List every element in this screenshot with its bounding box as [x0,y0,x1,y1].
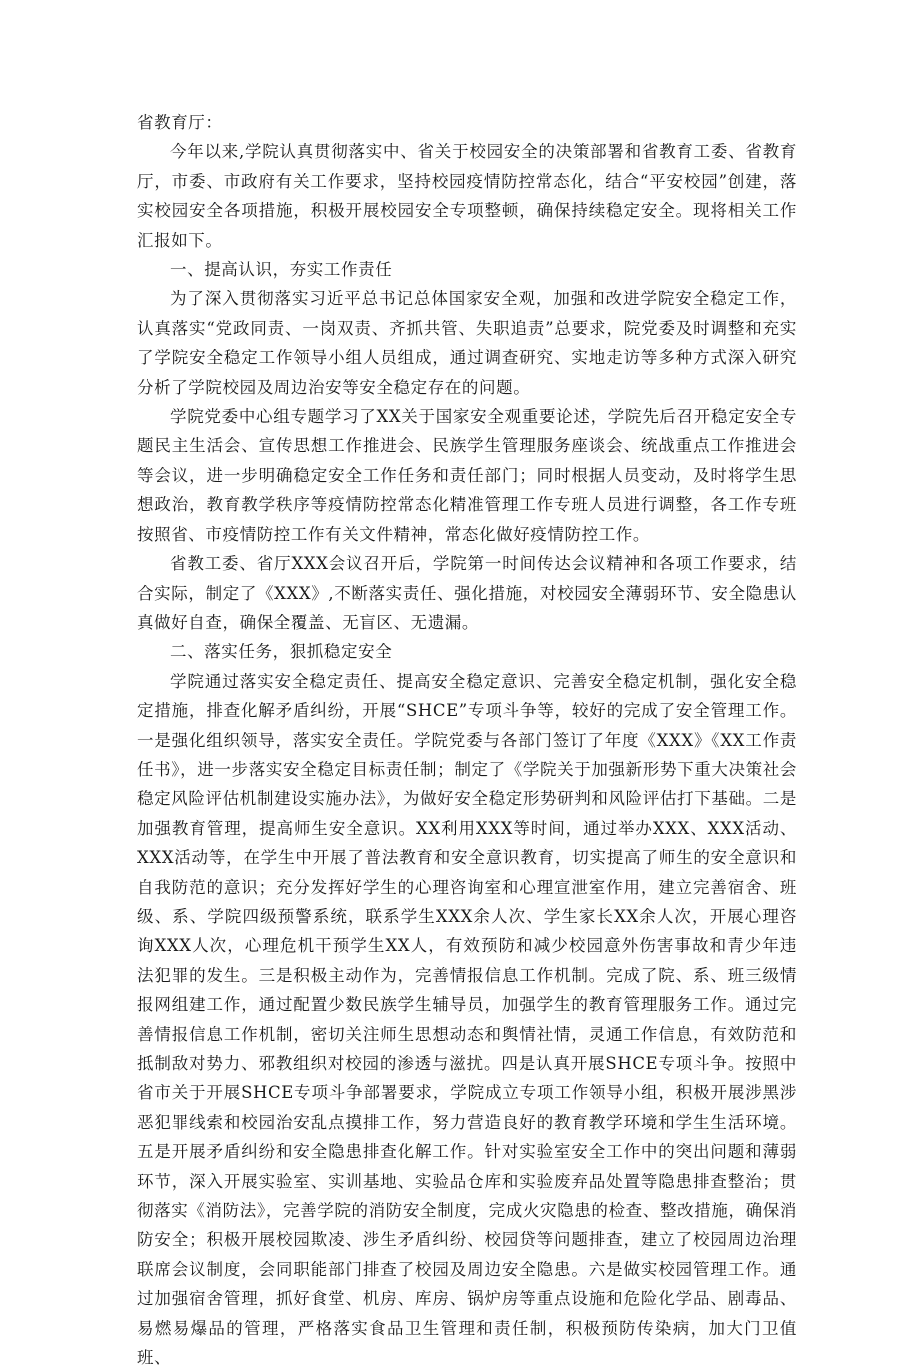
section-heading-2: 二、落实任务，狠抓稳定安全 [170,642,393,662]
body-paragraph: 省教工委、省厅XXX会议召开后，学院第一时间传达会议精神和各项工作要求，结合实际，制定了《XXX》,不断落实责任、强化措施，对校园安全薄弱环节、安全隐患认真做好自查，确保全覆盖、无盲区、无遗漏。 [137,554,797,632]
body-paragraph: 学院通过落实安全稳定责任、提高安全稳定意识、完善安全稳定机制，强化安全稳定措施，排查化解矛盾纠纷，开展“SHCE”专项斗争等，较好的完成了安全管理工作。一是强化组织领导，落实安全责任。学院党委与各部门签订了年度《XXX》《XX工作责任书》，进一步落实安全稳定目标责任制；制定了《学院关于加强新形势下重大决策社会稳定风险评估机制建设实施办法》，为做好安全稳定形势研判和风险评估打下基础。二是加强教育管理，提高师生安全意识。XX利用XXX等时间，通过举办XXX、XXX活动、XXX活动等，在学生中开展了普法教育和安全意识教育，切实提高了师生的安全意识和自我防范的意识；充分发挥好学生的心理咨询室和心理宣泄室作用，建立完善宿舍、班级、系、学院四级预警系统，联系学生XXX余人次、学生家长XX余人次，开展心理咨询XXX人次，心理危机干预学生XX人，有效预防和减少校园意外伤害事故和青少年违法犯罪的发生。三是积极主动作为，完善情报信息工作机制。完成了院、系、班三级情报网组建工作，通过配置少数民族学生辅导员，加强学生的教育管理服务工作。通过完善情报信息工作机制，密切关注师生思想动态和舆情社情，灵通工作信息，有效防范和抵制敌对势力、邪教组织对校园的渗透与滋扰。四是认真开展SHCE专项斗争。按照中省市关于开展SHCE专项斗争部署要求，学院成立专项工作领导小组，积极开展涉黑涉恶犯罪线索和校园治安乱点摸排工作，努力营造良好的教育教学环境和学生生活环境。五是开展矛盾纠纷和安全隐患排查化解工作。针对实验室安全工作中的突出问题和薄弱环节，深入开展实验室、实训基地、实验品仓库和实验废弃品处置等隐患排查整治；贯彻落实《消防法》，完善学院的消防安全制度，完成火灾隐患的检查、整改措施，确保消防安全；积极开展校园欺凌、涉生矛盾纠纷、校园贷等问题排查，建立了校园周边治理联席会议制度，会同职能部门排查了校园及周边安全隐患。六是做实校园管理工作。通过加强宿舍管理，抓好食堂、机房、库房、锅炉房等重点设施和危险化学品、剧毒品、易燃易爆品的管理，严格落实食品卫生管理和责任制，积极预防传染病，加大门卫值班、 [137,671,797,1368]
document-body [137,108,797,1372]
section-heading-1: 一、提高认识，夯实工作责任 [170,260,393,280]
body-paragraph: 为了深入贯彻落实习近平总书记总体国家安全观，加强和改进学院安全稳定工作，认真落实“党政同责、一岗双责、齐抓共管、失职追责”总要求，院党委及时调整和充实了学院安全稳定工作领导小组人员组成，通过调查研究、实地走访等多种方式深入研究分析了学院校园及周边治安等安全稳定存在的问题。 [137,289,797,397]
intro-paragraph: 今年以来,学院认真贯彻落实中、省关于校园安全的决策部署和省教育工委、省教育厅，市委、市政府有关工作要求，坚持校园疫情防控常态化，结合“平安校园”创建，落实校园安全各项措施，积极开展校园安全专项整顿，确保持续稳定安全。现将相关工作汇报如下。 [137,142,797,250]
salutation: 省教育厅： [137,113,223,132]
body-paragraph: 学院党委中心组专题学习了XX关于国家安全观重要论述，学院先后召开稳定安全专题民主生活会、宣传思想工作推进会、民族学生管理服务座谈会、统战重点工作推进会等会议，进一步明确稳定安全工作任务和责任部门；同时根据人员变动，及时将学生思想政治，教育教学秩序等疫情防控常态化精准管理工作专班人员进行调整，各工作专班按照省、市疫情防控工作有关文件精神，常态化做好疫情防控工作。 [137,407,797,544]
